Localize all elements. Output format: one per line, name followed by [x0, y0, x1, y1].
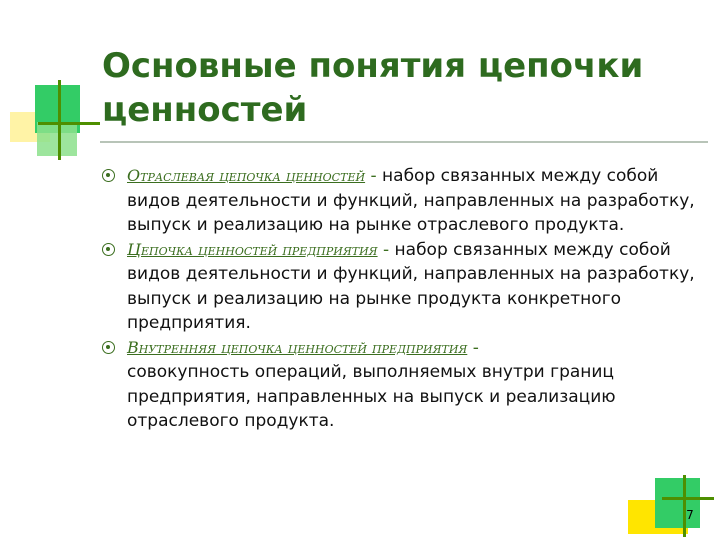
item-text: совокупность операций, выполняемых внутри границ предприятия, направленных на выпуск и реализацию отраслевого продукта.	[127, 362, 616, 431]
item-text: набор связанных между собой видов деятельности и функций, направленных на разработку, выпуск и реализацию на рынке продукта конкретного предприятия.	[127, 239, 695, 333]
decor-horizontal-line-bottom	[662, 497, 714, 500]
page-number: 7	[686, 508, 694, 522]
item-separator: -	[377, 239, 395, 260]
decor-horizontal-line-top	[38, 122, 100, 125]
item-term: Отраслевая цепочка ценностей	[127, 166, 366, 185]
item-separator: -	[365, 166, 383, 186]
title-divider	[100, 141, 708, 143]
item-term: Внутренняя цепочка ценностей предприятия	[127, 337, 468, 357]
item-text: набор связанных между собой видов деятельности и функций, направленных на разработку, выпуск и реализацию на рынке отраслевого продукта.	[127, 166, 695, 235]
bullet-icon	[102, 341, 115, 354]
list-item	[100, 336, 700, 434]
decor-vertical-line-top	[58, 80, 61, 160]
decor-lightgreen-square-top	[37, 122, 77, 156]
list-item	[100, 238, 700, 336]
item-term: Цепочка ценностей предприятия	[127, 239, 378, 259]
list-item	[100, 164, 700, 238]
bullet-icon	[102, 169, 115, 182]
decor-vertical-line-bottom	[683, 475, 686, 537]
item-separator: -	[467, 337, 479, 358]
slide-title: Основные понятия цепочки ценностей	[102, 46, 644, 130]
bullet-icon	[102, 243, 115, 256]
bullet-list	[100, 164, 700, 434]
